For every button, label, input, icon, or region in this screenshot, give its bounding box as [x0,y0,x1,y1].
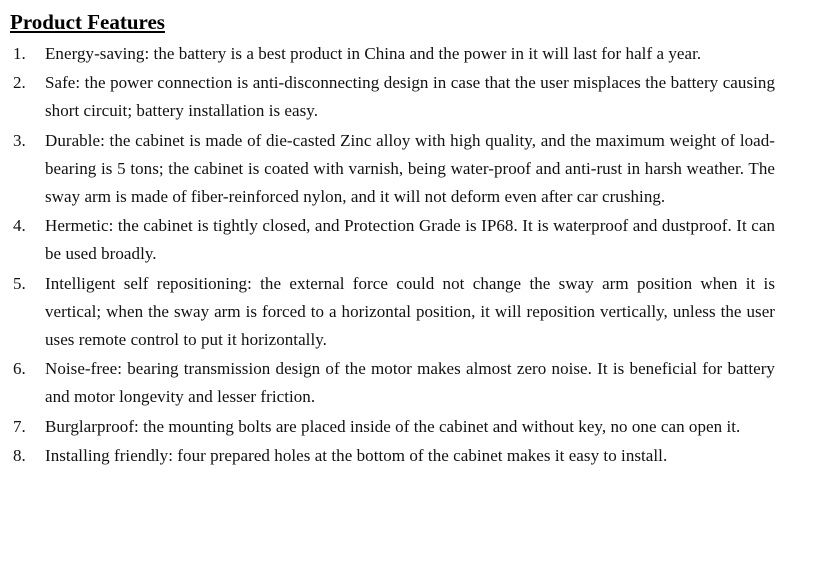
feature-list [0,40,826,471]
list-item-number: 5. [13,273,26,293]
list-item [0,212,826,268]
page-title: Product Features [10,10,165,34]
list-item-number: 7. [13,416,26,436]
list-item [0,413,826,441]
list-item-number: 3. [13,130,26,150]
list-item [0,442,826,470]
list-item-text: Installing friendly: four prepared holes at the bottom of the cabinet makes it easy to install. [45,445,668,465]
list-item-text: Safe: the power connection is anti-disconnecting design in case that the user misplaces the battery causing short circuit; battery installation is easy. [45,73,775,121]
list-item-number: 1. [13,44,26,63]
list-item-text: Hermetic: the cabinet is tightly closed, and Protection Grade is IP68. It is waterproof and dustproof. It can be used broadly. [45,216,775,264]
list-item-number: 4. [13,216,26,236]
list-item-text: Burglarproof: the mounting bolts are placed inside of the cabinet and without key, no one can open it. [45,416,741,436]
list-item-text: Intelligent self repositioning: the external force could not change the sway arm position when it is vertical; when the sway arm is forced to a horizontal position, it will reposition vertically, unless the user uses remote control to put it horizontally. [45,273,775,350]
list-item-text: Energy-saving: the battery is a best product in China and the power in it will last for half a year. [45,44,702,63]
list-item-number: 6. [13,359,26,379]
list-item-number: 2. [13,73,26,93]
list-item [0,355,826,411]
list-item-text: Noise-free: bearing transmission design of the motor makes almost zero noise. It is beneficial for battery and motor longevity and lesser friction. [45,359,775,407]
list-item [0,40,826,68]
list-item [0,270,826,355]
list-item-text: Durable: the cabinet is made of die-casted Zinc alloy with high quality, and the maximum weight of load-bearing is 5 tons; the cabinet is coated with varnish, being water-proof and anti-rust in harsh weather. The sway arm is made of fiber-reinforced nylon, and it will not deform even after car crushing. [45,130,775,207]
list-item [0,69,826,125]
list-item [0,127,826,212]
list-item-number: 8. [13,445,26,465]
